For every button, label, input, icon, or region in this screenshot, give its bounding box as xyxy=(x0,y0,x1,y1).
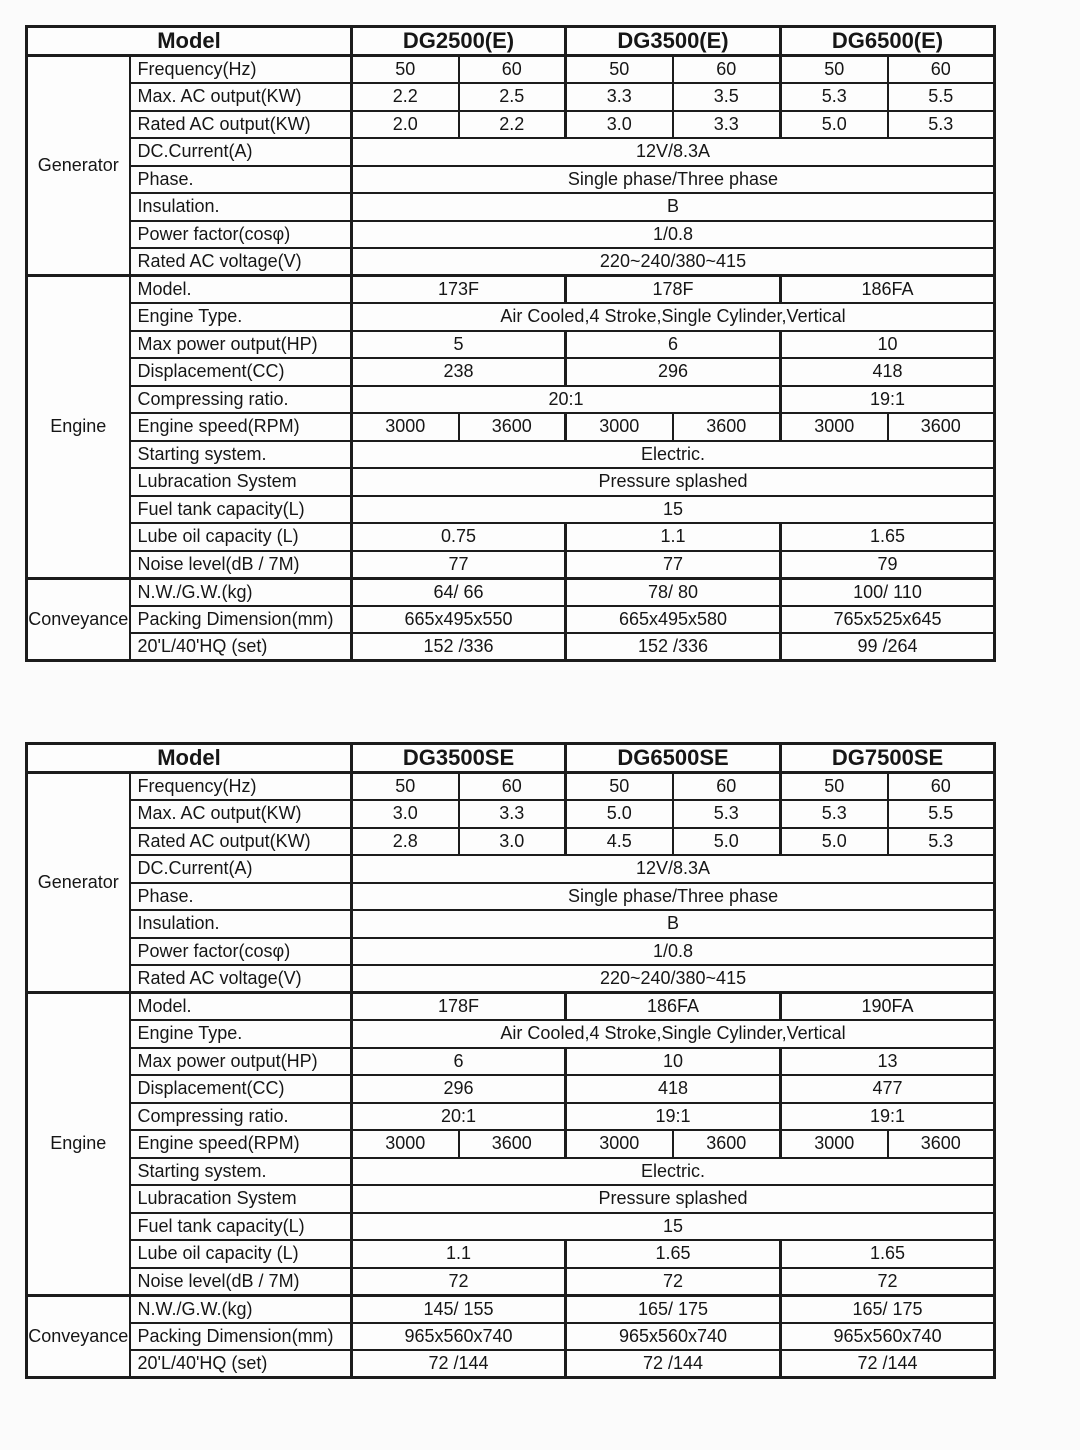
value-cell: 152 /336 xyxy=(352,633,566,661)
value-cell: 19:1 xyxy=(781,1103,995,1131)
table-row xyxy=(27,1048,995,1076)
value-cell: 190FA xyxy=(781,993,995,1021)
row-label: Phase. xyxy=(130,166,352,194)
row-label: Max. AC output(KW) xyxy=(130,83,352,111)
value-cell: 3.5 xyxy=(673,83,781,111)
value-cell: 965x560x740 xyxy=(566,1323,781,1351)
value-cell: 2.2 xyxy=(352,83,459,111)
value-cell: 965x560x740 xyxy=(352,1323,566,1351)
value-cell: 19:1 xyxy=(566,1103,781,1131)
model-name-header: DG6500SE xyxy=(566,744,781,773)
table-row xyxy=(27,441,995,469)
row-label: Model. xyxy=(130,993,352,1021)
value-cell: 5.0 xyxy=(781,111,888,139)
table-row xyxy=(27,83,995,111)
value-cell: 178F xyxy=(566,276,781,304)
row-label: Max power output(HP) xyxy=(130,1048,352,1076)
value-cell: Electric. xyxy=(352,441,995,469)
row-label: Rated AC output(KW) xyxy=(130,111,352,139)
row-label: Max power output(HP) xyxy=(130,331,352,359)
row-label: 20'L/40'HQ (set) xyxy=(130,1350,352,1378)
value-cell: 5.3 xyxy=(781,800,888,828)
table-row xyxy=(27,1295,995,1323)
row-label: Fuel tank capacity(L) xyxy=(130,1213,352,1241)
model-name-header: DG7500SE xyxy=(781,744,995,773)
value-cell: 665x495x580 xyxy=(566,606,781,634)
table-body xyxy=(27,56,995,661)
row-label: Engine speed(RPM) xyxy=(130,1130,352,1158)
value-cell: 5.3 xyxy=(781,83,888,111)
row-label: Rated AC voltage(V) xyxy=(130,248,352,276)
value-cell: 5.3 xyxy=(888,828,995,856)
row-label: DC.Current(A) xyxy=(130,138,352,166)
model-header-label: Model xyxy=(27,27,352,56)
value-cell: 3600 xyxy=(459,1130,566,1158)
table-row xyxy=(27,413,995,441)
row-label: Compressing ratio. xyxy=(130,1103,352,1131)
row-label: Rated AC voltage(V) xyxy=(130,965,352,993)
value-cell: 418 xyxy=(566,1075,781,1103)
table-row xyxy=(27,1075,995,1103)
value-cell: 50 xyxy=(566,773,673,801)
row-label: Lube oil capacity (L) xyxy=(130,1240,352,1268)
table-row xyxy=(27,578,995,606)
value-cell: 72 xyxy=(566,1268,781,1296)
table-row xyxy=(27,1185,995,1213)
model-name-header: DG6500(E) xyxy=(781,27,995,56)
value-cell: 3.0 xyxy=(352,800,459,828)
value-cell: 165/ 175 xyxy=(781,1295,995,1323)
value-cell: Pressure splashed xyxy=(352,468,995,496)
value-cell: 0.75 xyxy=(352,523,566,551)
value-cell: 60 xyxy=(459,56,566,84)
row-label: N.W./G.W.(kg) xyxy=(130,1295,352,1323)
row-label: Compressing ratio. xyxy=(130,386,352,414)
value-cell: 72 xyxy=(352,1268,566,1296)
value-cell: 3600 xyxy=(673,1130,781,1158)
value-cell: Single phase/Three phase xyxy=(352,883,995,911)
table-row xyxy=(27,193,995,221)
value-cell: 3.3 xyxy=(459,800,566,828)
table-row xyxy=(27,1268,995,1296)
value-cell: Pressure splashed xyxy=(352,1185,995,1213)
value-cell: 4.5 xyxy=(566,828,673,856)
value-cell: B xyxy=(352,910,995,938)
value-cell: 20:1 xyxy=(352,1103,566,1131)
value-cell: 3000 xyxy=(352,413,459,441)
value-cell: 3600 xyxy=(888,413,995,441)
table-row xyxy=(27,468,995,496)
value-cell: 1.65 xyxy=(781,1240,995,1268)
table-row xyxy=(27,800,995,828)
value-cell: 2.2 xyxy=(459,111,566,139)
value-cell: 50 xyxy=(781,56,888,84)
value-cell: 5.0 xyxy=(673,828,781,856)
row-label: Displacement(CC) xyxy=(130,358,352,386)
table-row xyxy=(27,1158,995,1186)
value-cell: 60 xyxy=(673,56,781,84)
table-row xyxy=(27,1350,995,1378)
table-row xyxy=(27,276,995,304)
header-row xyxy=(27,27,995,56)
table-row xyxy=(27,56,995,84)
value-cell: 72 /144 xyxy=(352,1350,566,1378)
table-row xyxy=(27,993,995,1021)
value-cell: 3.3 xyxy=(673,111,781,139)
row-label: Packing Dimension(mm) xyxy=(130,606,352,634)
value-cell: 3600 xyxy=(459,413,566,441)
row-label: Frequency(Hz) xyxy=(130,773,352,801)
value-cell: 3600 xyxy=(673,413,781,441)
value-cell: 186FA xyxy=(566,993,781,1021)
row-label: Insulation. xyxy=(130,193,352,221)
value-cell: 2.8 xyxy=(352,828,459,856)
section-label-generator: Generator xyxy=(27,56,130,276)
value-cell: 72 /144 xyxy=(781,1350,995,1378)
table-row xyxy=(27,910,995,938)
value-cell: 72 /144 xyxy=(566,1350,781,1378)
value-cell: 2.5 xyxy=(459,83,566,111)
table-row xyxy=(27,606,995,634)
value-cell: 100/ 110 xyxy=(781,578,995,606)
value-cell: 5 xyxy=(352,331,566,359)
row-label: Starting system. xyxy=(130,441,352,469)
value-cell: 10 xyxy=(566,1048,781,1076)
row-label: Noise level(dB / 7M) xyxy=(130,551,352,579)
value-cell: 3.0 xyxy=(459,828,566,856)
row-label: Lubracation System xyxy=(130,468,352,496)
table-row xyxy=(27,1240,995,1268)
table-row xyxy=(27,221,995,249)
row-label: Lube oil capacity (L) xyxy=(130,523,352,551)
table-row xyxy=(27,248,995,276)
value-cell: 3600 xyxy=(888,1130,995,1158)
value-cell: 5.3 xyxy=(673,800,781,828)
value-cell: 99 /264 xyxy=(781,633,995,661)
table-row xyxy=(27,1103,995,1131)
table-row xyxy=(27,111,995,139)
value-cell: 50 xyxy=(352,56,459,84)
value-cell: 3.3 xyxy=(566,83,673,111)
value-cell: 145/ 155 xyxy=(352,1295,566,1323)
value-cell: 50 xyxy=(352,773,459,801)
value-cell: 1/0.8 xyxy=(352,221,995,249)
value-cell: 20:1 xyxy=(352,386,781,414)
value-cell: 665x495x550 xyxy=(352,606,566,634)
row-label: Power factor(cosφ) xyxy=(130,938,352,966)
table-row xyxy=(27,166,995,194)
value-cell: 220~240/380~415 xyxy=(352,965,995,993)
row-label: Engine Type. xyxy=(130,1020,352,1048)
value-cell: 1.65 xyxy=(781,523,995,551)
table-row xyxy=(27,331,995,359)
value-cell: 50 xyxy=(566,56,673,84)
value-cell: 78/ 80 xyxy=(566,578,781,606)
table-row xyxy=(27,1020,995,1048)
value-cell: 6 xyxy=(566,331,781,359)
value-cell: 12V/8.3A xyxy=(352,138,995,166)
table-header xyxy=(27,744,995,773)
table-row xyxy=(27,773,995,801)
row-label: Engine Type. xyxy=(130,303,352,331)
table-row xyxy=(27,386,995,414)
value-cell: Single phase/Three phase xyxy=(352,166,995,194)
section-label-generator: Generator xyxy=(27,773,130,993)
table-row xyxy=(27,633,995,661)
value-cell: 165/ 175 xyxy=(566,1295,781,1323)
row-label: 20'L/40'HQ (set) xyxy=(130,633,352,661)
row-label: Packing Dimension(mm) xyxy=(130,1323,352,1351)
value-cell: 3000 xyxy=(352,1130,459,1158)
value-cell: 765x525x645 xyxy=(781,606,995,634)
row-label: Noise level(dB / 7M) xyxy=(130,1268,352,1296)
value-cell: 5.0 xyxy=(781,828,888,856)
header-row xyxy=(27,744,995,773)
spec-table-silent xyxy=(25,742,996,1379)
model-name-header: DG2500(E) xyxy=(352,27,566,56)
model-header-label: Model xyxy=(27,744,352,773)
row-label: DC.Current(A) xyxy=(130,855,352,883)
table-row xyxy=(27,1323,995,1351)
section-label-engine: Engine xyxy=(27,993,130,1296)
value-cell: 1.1 xyxy=(352,1240,566,1268)
value-cell: 60 xyxy=(673,773,781,801)
table-row xyxy=(27,938,995,966)
value-cell: 12V/8.3A xyxy=(352,855,995,883)
value-cell: B xyxy=(352,193,995,221)
value-cell: Air Cooled,4 Stroke,Single Cylinder,Vertical xyxy=(352,303,995,331)
table-row xyxy=(27,1130,995,1158)
row-label: Max. AC output(KW) xyxy=(130,800,352,828)
value-cell: 13 xyxy=(781,1048,995,1076)
value-cell: 173F xyxy=(352,276,566,304)
row-label: Starting system. xyxy=(130,1158,352,1186)
table-row xyxy=(27,523,995,551)
value-cell: 186FA xyxy=(781,276,995,304)
value-cell: 178F xyxy=(352,993,566,1021)
value-cell: 72 xyxy=(781,1268,995,1296)
value-cell: 152 /336 xyxy=(566,633,781,661)
value-cell: 50 xyxy=(781,773,888,801)
table-row xyxy=(27,358,995,386)
value-cell: 79 xyxy=(781,551,995,579)
model-name-header: DG3500SE xyxy=(352,744,566,773)
table-row xyxy=(27,1213,995,1241)
value-cell: 60 xyxy=(888,56,995,84)
value-cell: 15 xyxy=(352,1213,995,1241)
value-cell: 2.0 xyxy=(352,111,459,139)
value-cell: 77 xyxy=(352,551,566,579)
value-cell: 3.0 xyxy=(566,111,673,139)
value-cell: 3000 xyxy=(566,413,673,441)
row-label: Frequency(Hz) xyxy=(130,56,352,84)
table-header xyxy=(27,27,995,56)
spec-table-open-frame xyxy=(25,25,996,662)
value-cell: 19:1 xyxy=(781,386,995,414)
table-row xyxy=(27,828,995,856)
table-row xyxy=(27,303,995,331)
value-cell: 1.65 xyxy=(566,1240,781,1268)
value-cell: 5.3 xyxy=(888,111,995,139)
section-label-engine: Engine xyxy=(27,276,130,579)
table-row xyxy=(27,855,995,883)
value-cell: 3000 xyxy=(781,413,888,441)
row-label: Displacement(CC) xyxy=(130,1075,352,1103)
value-cell: 5.5 xyxy=(888,83,995,111)
model-name-header: DG3500(E) xyxy=(566,27,781,56)
row-label: Lubracation System xyxy=(130,1185,352,1213)
value-cell: 5.0 xyxy=(566,800,673,828)
value-cell: 238 xyxy=(352,358,566,386)
value-cell: Electric. xyxy=(352,1158,995,1186)
table-row xyxy=(27,496,995,524)
row-label: Engine speed(RPM) xyxy=(130,413,352,441)
value-cell: 15 xyxy=(352,496,995,524)
value-cell: 220~240/380~415 xyxy=(352,248,995,276)
value-cell: 296 xyxy=(566,358,781,386)
row-label: Fuel tank capacity(L) xyxy=(130,496,352,524)
value-cell: Air Cooled,4 Stroke,Single Cylinder,Vertical xyxy=(352,1020,995,1048)
section-label-conveyance: Conveyance xyxy=(27,1295,130,1378)
row-label: Insulation. xyxy=(130,910,352,938)
value-cell: 64/ 66 xyxy=(352,578,566,606)
value-cell: 10 xyxy=(781,331,995,359)
value-cell: 296 xyxy=(352,1075,566,1103)
table-row xyxy=(27,138,995,166)
row-label: Power factor(cosφ) xyxy=(130,221,352,249)
value-cell: 965x560x740 xyxy=(781,1323,995,1351)
value-cell: 418 xyxy=(781,358,995,386)
value-cell: 60 xyxy=(888,773,995,801)
value-cell: 60 xyxy=(459,773,566,801)
value-cell: 477 xyxy=(781,1075,995,1103)
value-cell: 1.1 xyxy=(566,523,781,551)
value-cell: 5.5 xyxy=(888,800,995,828)
value-cell: 3000 xyxy=(566,1130,673,1158)
table-row xyxy=(27,551,995,579)
row-label: Phase. xyxy=(130,883,352,911)
table-row xyxy=(27,965,995,993)
section-label-conveyance: Conveyance xyxy=(27,578,130,661)
value-cell: 77 xyxy=(566,551,781,579)
value-cell: 6 xyxy=(352,1048,566,1076)
row-label: N.W./G.W.(kg) xyxy=(130,578,352,606)
table-row xyxy=(27,883,995,911)
row-label: Model. xyxy=(130,276,352,304)
table-body xyxy=(27,773,995,1378)
row-label: Rated AC output(KW) xyxy=(130,828,352,856)
value-cell: 1/0.8 xyxy=(352,938,995,966)
value-cell: 3000 xyxy=(781,1130,888,1158)
